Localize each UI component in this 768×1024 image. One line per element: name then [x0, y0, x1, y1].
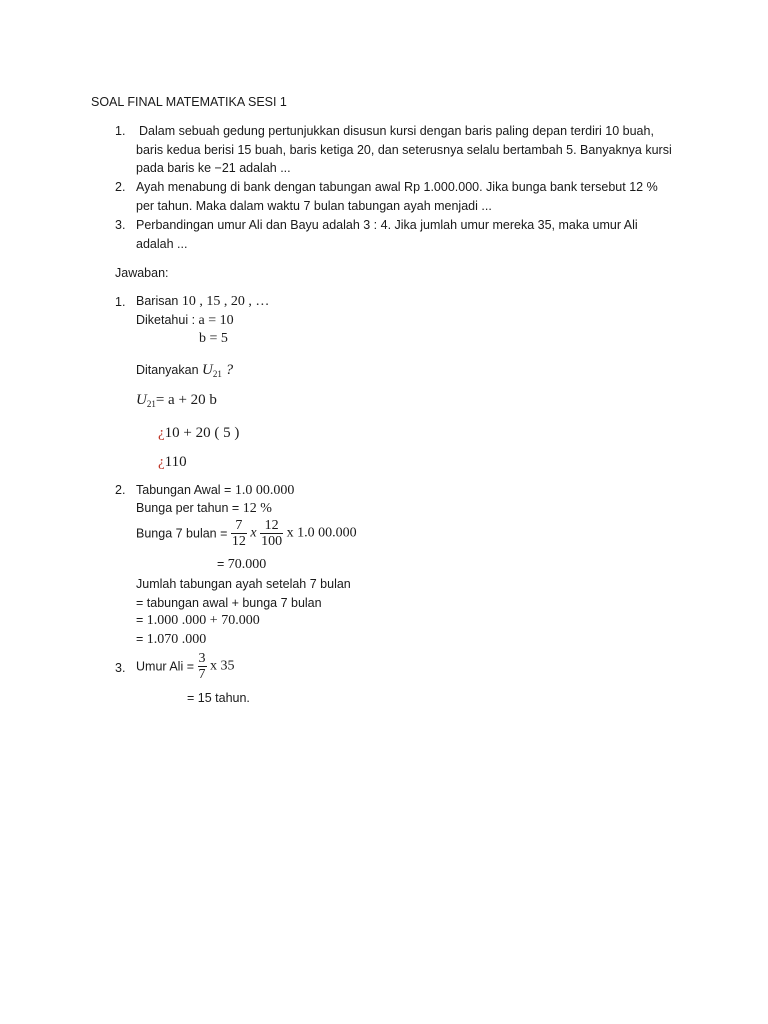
diketahui-label: Diketahui :	[136, 313, 196, 327]
bunga-7-bulan-line	[136, 518, 357, 550]
tabungan-label: Tabungan Awal =	[136, 483, 232, 497]
step-1	[158, 424, 239, 442]
final-line	[136, 632, 206, 649]
question-line: per tahun. Maka dalam waktu 7 bulan tabungan ayah menjadi ...	[136, 199, 492, 213]
fraction-7-over-12	[231, 518, 247, 550]
page-title: SOAL FINAL MATEMATIKA SESI 1	[91, 95, 287, 109]
question-line: Ayah menabung di bank dengan tabungan awal Rp 1.000.000. Jika bunga bank tersebut 12 %	[136, 180, 658, 194]
sum-words-line: = tabungan awal + bunga 7 bulan	[136, 596, 322, 610]
bunga-result	[217, 557, 266, 574]
umur-ali-tail: x 35	[209, 658, 235, 674]
barisan-label: Barisan	[136, 294, 179, 308]
answer-number: 3.	[115, 661, 126, 675]
times-symbol: x	[250, 525, 257, 541]
step-2-expression: 110	[164, 454, 187, 470]
sum-numbers: 1.000 .000 + 70.000	[146, 613, 260, 628]
umur-ali-label: Umur Ali =	[136, 659, 195, 674]
question-number: 1.	[115, 124, 126, 138]
ditanyakan-line	[136, 361, 233, 380]
a-equation: a = 10	[198, 313, 234, 328]
question-line: adalah ...	[136, 237, 188, 251]
u-subscript: 21	[146, 399, 156, 409]
fraction-numerator: 3	[198, 651, 206, 666]
b-equation: b = 5	[199, 331, 228, 346]
fraction-denominator: 100	[261, 534, 283, 550]
tabungan-line	[136, 483, 294, 500]
final-value: 1.070 .000	[146, 632, 207, 647]
barisan-expression: 10 , 15 , 20 , …	[181, 294, 270, 309]
answer-number: 1.	[115, 295, 126, 309]
bunga-label: Bunga per tahun =	[136, 501, 240, 515]
question-line: pada baris ke −21 adalah ...	[136, 161, 291, 175]
answer-number: 2.	[115, 483, 126, 497]
umur-ali-line	[136, 651, 234, 683]
inverted-question-mark: ¿	[158, 425, 165, 441]
equals-sign: =	[136, 613, 144, 627]
diketahui-line	[136, 313, 234, 330]
sum-numbers-line	[136, 613, 260, 630]
u-symbol: U	[202, 362, 213, 378]
u-symbol: U	[136, 392, 147, 408]
bunga-result-value: 70.000	[227, 557, 267, 572]
barisan-line	[136, 294, 269, 311]
question-number: 3.	[115, 218, 126, 232]
tabungan-value: 1.0 00.000	[234, 483, 295, 498]
bunga-tail: x 1.0 00.000	[286, 525, 357, 541]
question-number: 2.	[115, 180, 126, 194]
step-1-expression: 10 + 20 ( 5 )	[164, 425, 240, 441]
jumlah-line: Jumlah tabungan ayah setelah 7 bulan	[136, 577, 351, 591]
fraction-numerator: 7	[235, 518, 243, 533]
fraction-denominator: 12	[231, 534, 246, 550]
inverted-question-mark: ¿	[158, 454, 165, 470]
fraction-numerator: 12	[264, 518, 279, 533]
answers-heading: Jawaban:	[115, 266, 169, 280]
fraction-denominator: 7	[198, 667, 206, 683]
equals-sign: =	[217, 557, 225, 571]
equals-sign: =	[136, 632, 144, 646]
formula-rhs: = a + 20 b	[155, 392, 217, 408]
question-mark: ?	[225, 362, 234, 378]
bunga-line	[136, 501, 272, 518]
fraction-12-over-100	[260, 518, 283, 550]
u21-formula	[136, 391, 217, 410]
u-subscript: 21	[212, 369, 222, 379]
step-2	[158, 453, 187, 471]
fraction-3-over-7	[198, 651, 207, 683]
bunga-value: 12 %	[242, 501, 272, 516]
ditanyakan-label: Ditanyakan	[136, 363, 199, 377]
umur-ali-result: = 15 tahun.	[187, 691, 250, 705]
question-line: Perbandingan umur Ali dan Bayu adalah 3 : 4. Jika jumlah umur mereka 35, maka umur Ali	[136, 218, 638, 232]
question-line: Dalam sebuah gedung pertunjukkan disusun kursi dengan baris paling depan terdiri 10 buah,	[139, 124, 654, 138]
question-line: baris kedua berisi 15 buah, baris ketiga 20, dan seterusnya selalu bertambah 5. Banyaknya kursi	[136, 143, 672, 157]
bunga-7-bulan-label: Bunga 7 bulan =	[136, 526, 228, 541]
